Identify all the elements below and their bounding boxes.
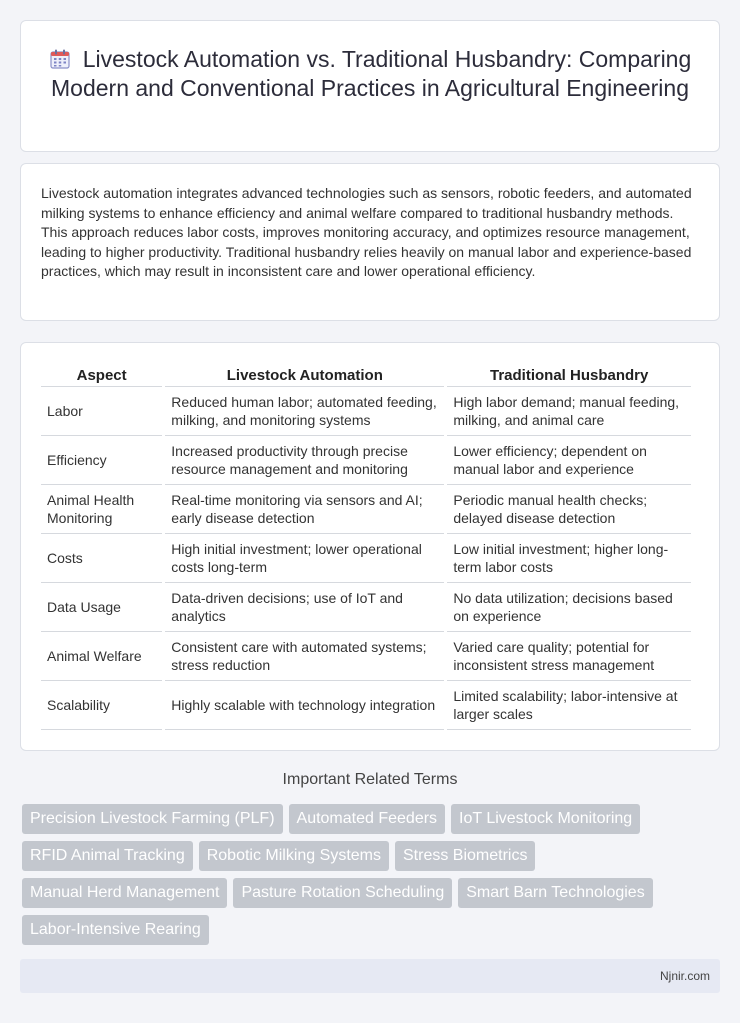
footer [20,959,720,993]
page-title-text: Livestock Automation vs. Traditional Husbandry: Comparing Modern and Conventional Practices in Agricultural Engineering [51,46,692,101]
calendar-icon [49,48,71,70]
footer-site[interactable]: Njnir.com [659,969,710,983]
term-tag[interactable]: RFID Animal Tracking [22,841,193,871]
table-header-row [41,363,691,387]
term-tag[interactable]: Labor-Intensive Rearing [22,915,209,945]
cell-aspect: Scalability [41,681,162,730]
cell-traditional: Periodic manual health checks; delayed disease detection [447,485,691,534]
cell-automation: Highly scalable with technology integration [165,681,444,730]
cell-aspect: Data Usage [41,583,162,632]
cell-traditional: No data utilization; decisions based on experience [447,583,691,632]
cell-aspect: Labor [41,387,162,436]
term-tag[interactable]: Pasture Rotation Scheduling [233,878,452,908]
term-tag[interactable]: Precision Livestock Farming (PLF) [22,804,283,834]
term-tag[interactable]: IoT Livestock Monitoring [451,804,640,834]
summary-text: Livestock automation integrates advanced technologies such as sensors, robotic feeders, and automated milking systems to enhance efficiency and animal welfare compared to traditional husbandry methods. This approach reduces labor costs, improves monitoring accuracy, and optimizes resource management, leading to higher productivity. Traditional husbandry relies heavily on manual labor and experience-based practices, which may result in inconsistent care and lower operational efficiency. [41,185,692,279]
tag-row [22,915,722,945]
cell-traditional: Low initial investment; higher long-term labor costs [447,534,691,583]
page-title [39,45,701,103]
table-row [41,632,691,681]
tag-row [22,804,722,834]
term-tag[interactable]: Robotic Milking Systems [199,841,389,871]
cell-automation: Consistent care with automated systems; stress reduction [165,632,444,681]
term-tag[interactable]: Manual Herd Management [22,878,227,908]
table-row [41,534,691,583]
term-tag[interactable]: Stress Biometrics [395,841,535,871]
cell-aspect: Efficiency [41,436,162,485]
header-automation: Livestock Automation [165,363,444,387]
table-row [41,436,691,485]
tag-row [22,841,722,871]
cell-aspect: Animal Welfare [41,632,162,681]
tag-row [22,878,722,908]
table-row [41,485,691,534]
title-card [20,20,720,152]
cell-traditional: Varied care quality; potential for inconsistent stress management [447,632,691,681]
related-terms-list [22,804,722,952]
cell-aspect: Costs [41,534,162,583]
term-tag[interactable]: Smart Barn Technologies [458,878,652,908]
cell-automation: High initial investment; lower operational costs long-term [165,534,444,583]
cell-automation: Data-driven decisions; use of IoT and analytics [165,583,444,632]
table-row [41,681,691,730]
cell-automation: Increased productivity through precise resource management and monitoring [165,436,444,485]
cell-traditional: Lower efficiency; dependent on manual labor and experience [447,436,691,485]
table-row [41,583,691,632]
cell-traditional: Limited scalability; labor-intensive at larger scales [447,681,691,730]
cell-traditional: High labor demand; manual feeding, milking, and animal care [447,387,691,436]
cell-aspect: Animal Health Monitoring [41,485,162,534]
cell-automation: Reduced human labor; automated feeding, milking, and monitoring systems [165,387,444,436]
related-terms-heading: Important Related Terms [282,771,458,788]
table-row [41,387,691,436]
header-traditional: Traditional Husbandry [447,363,691,387]
comparison-card [20,342,720,751]
comparison-table [38,363,694,730]
term-tag[interactable]: Automated Feeders [289,804,446,834]
summary-card [20,163,720,321]
header-aspect: Aspect [41,363,162,387]
cell-automation: Real-time monitoring via sensors and AI; early disease detection [165,485,444,534]
